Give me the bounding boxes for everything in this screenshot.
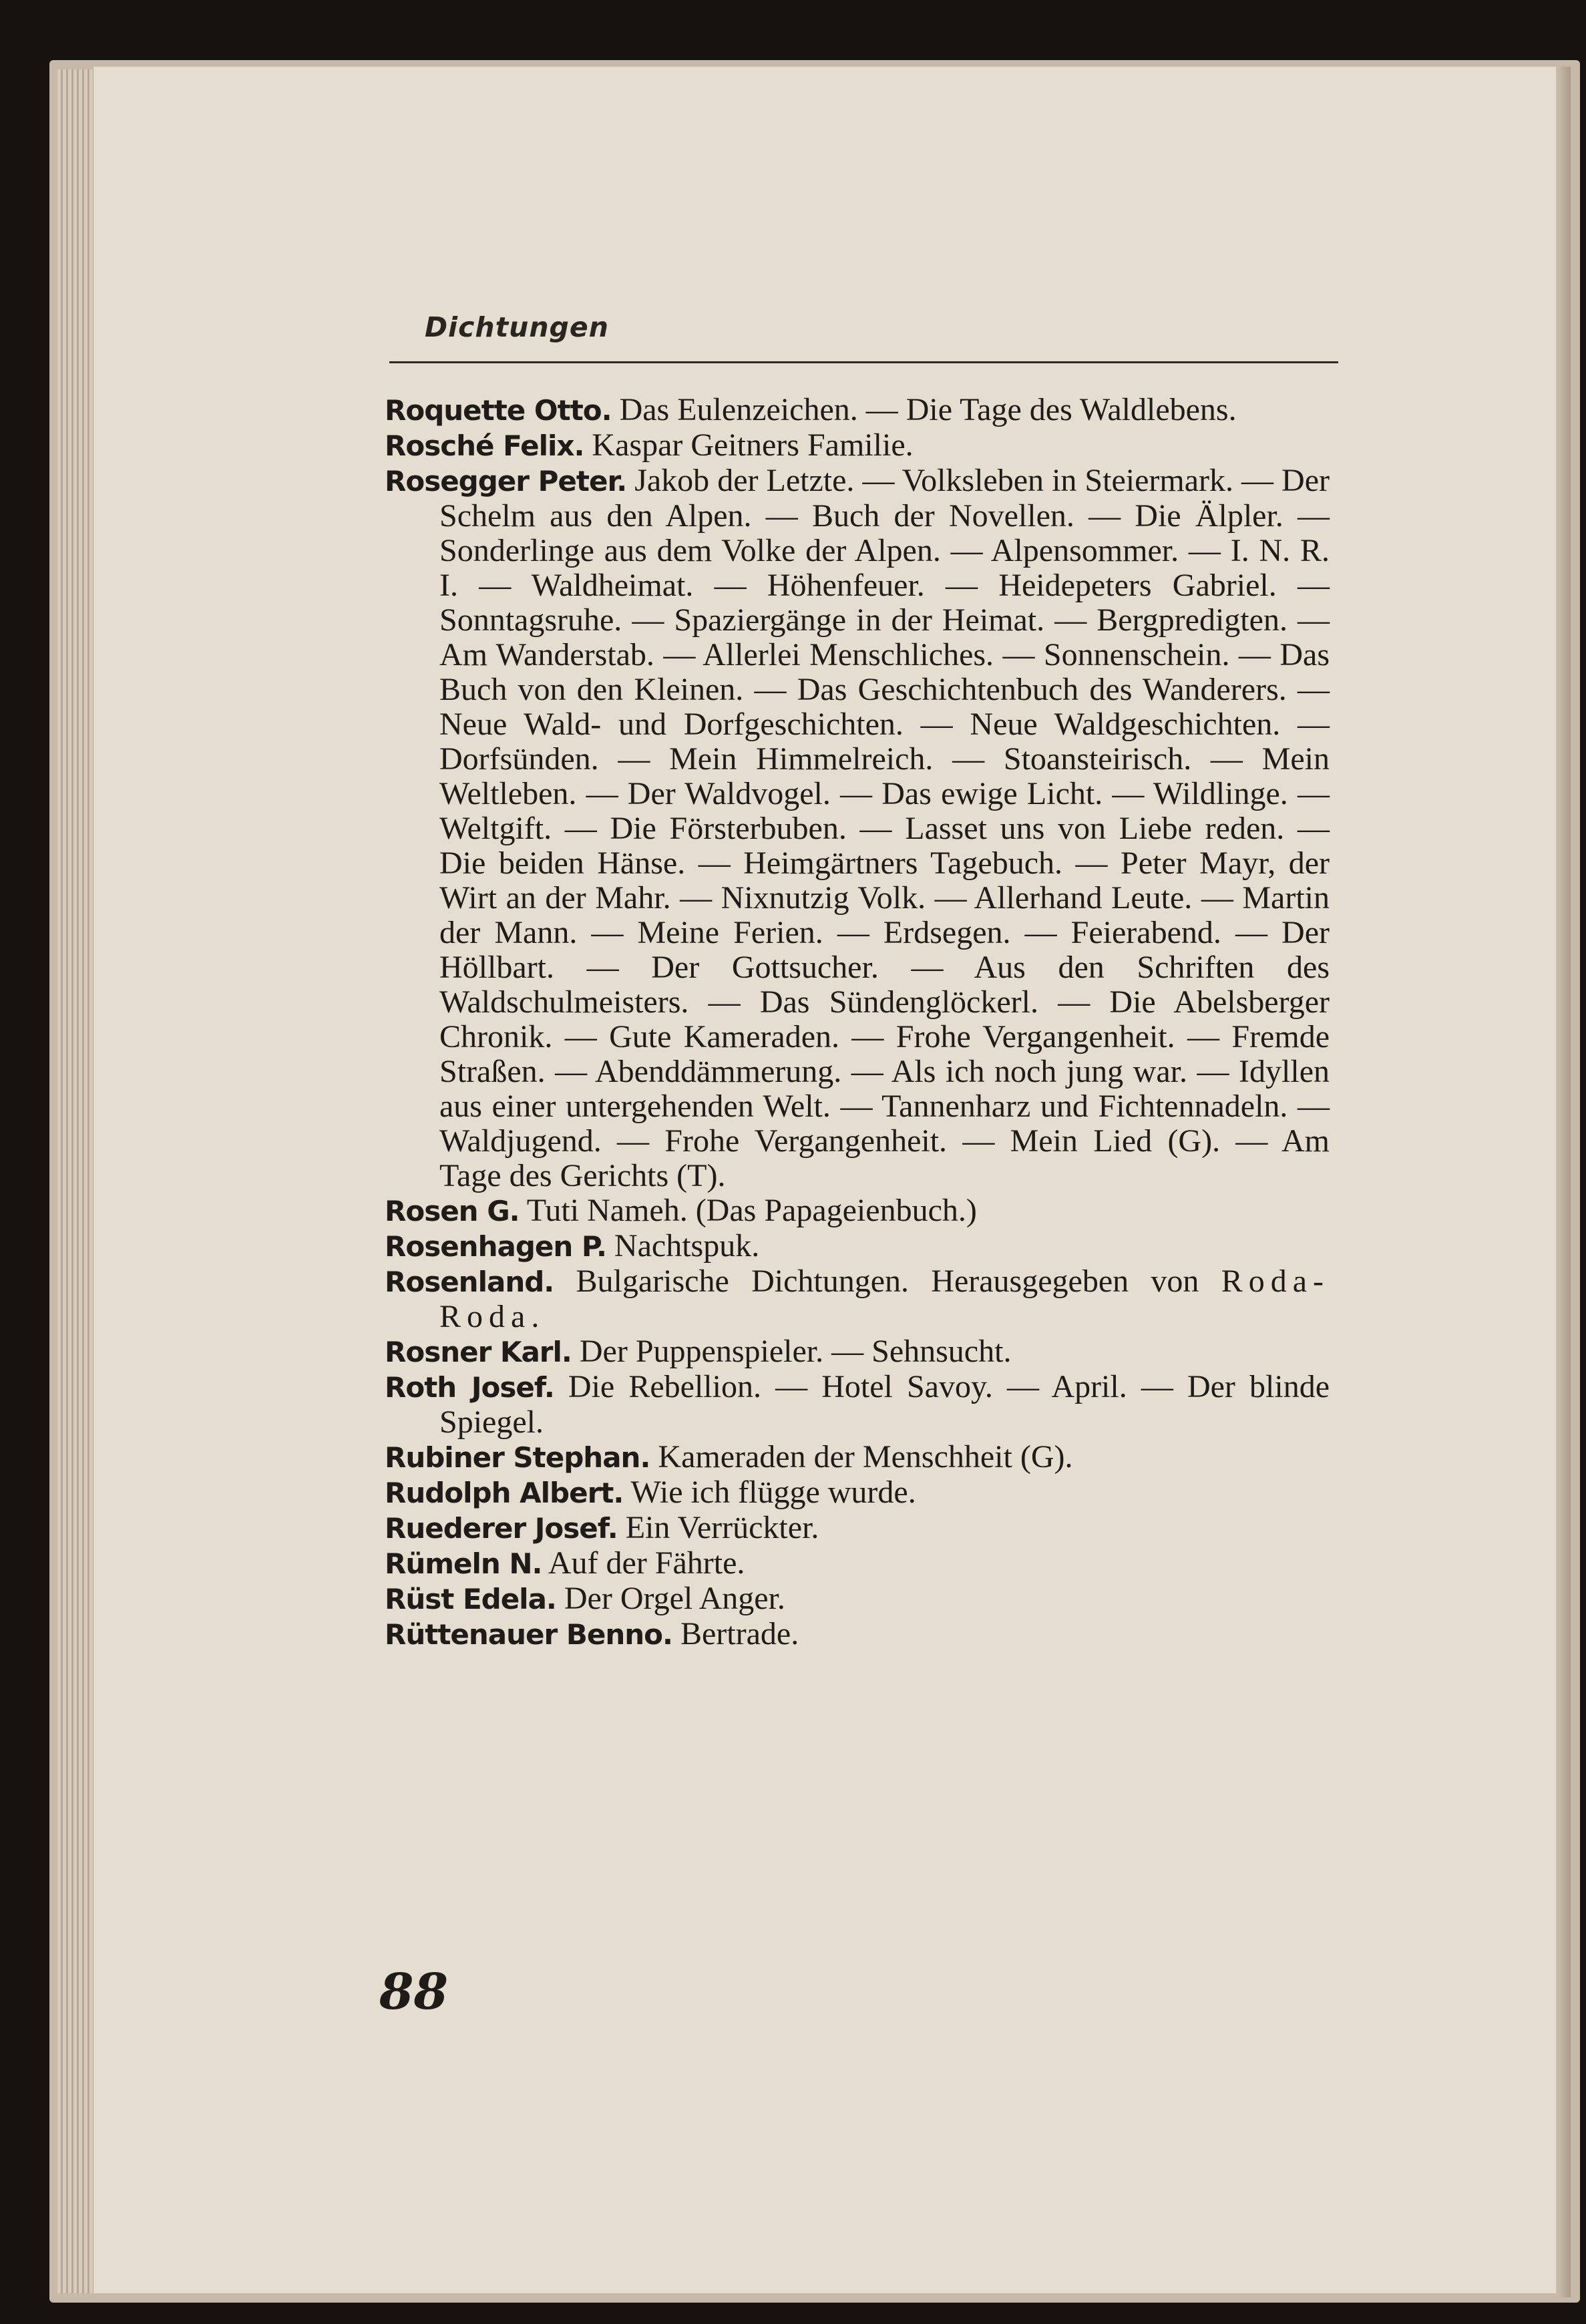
entry-works: Das Eulenzeichen. — Die Tage des Waldlebens. bbox=[611, 392, 1237, 427]
entry-editor: Roda-Roda bbox=[439, 1264, 1330, 1334]
page-number: 88 bbox=[379, 1963, 448, 2021]
entry-works: Kameraden der Menschheit (G). bbox=[650, 1439, 1073, 1475]
entry-works: Der Orgel Anger. bbox=[556, 1581, 785, 1616]
entry bbox=[385, 1370, 1330, 1440]
entry-works: Der Puppenspieler. — Sehnsucht. bbox=[571, 1334, 1012, 1369]
entry-works: Jakob der Letzte. — Volksleben in Steiermark. — Der Schelm aus den Alpen. — Buch der Novellen. — Die Älpler. — Sonderlinge aus dem Volke der Alpen. — Alpensommer. — I. N. R. I. — Waldheimat. — Höhenfeuer. — Heidepeters Gabriel. — Sonntagsruhe. — Spaziergänge in der Heimat. — Bergpredigten. — Am Wanderstab. — Allerlei Menschliches. — Sonnenschein. — Das Buch von den Kleinen. — Das Geschichtenbuch des Wanderers. — Neue Wald- und Dorfgeschichten. — Neue Waldgeschichten. — Dorfsünden. — Mein Himmelreich. — Stoansteirisch. — Mein Weltleben. — Der Waldvogel. — Das ewige Licht. — Wildlinge. — Weltgift. — Die Försterbuben. — Lasset uns von Liebe reden. — Die beiden Hänse. — Heimgärtners Tagebuch. — Peter Mayr, der Wirt an der Mahr. — Nixnutzig Volk. — Allerhand Leute. — Martin der Mann. — Meine Ferien. — Erdsegen. — Feierabend. — Der Höllbart. — Der Gottsucher. — Aus den Schriften des Waldschulmeisters. — Das Sündenglöckerl. — Die Abelsberger Chronik. — Gute Kameraden. — Frohe Vergangenheit. — Fremde Straßen. — Abenddämmerung. — Als ich noch jung war. — Idyllen aus einer untergehenden Welt. — Tannenharz und Fichtennadeln. — Waldjugend. — Frohe Vergangenheit. — Mein Lied (G). — Am Tage des Gerichts (T). bbox=[439, 463, 1330, 1193]
entry-author: Roquette Otto. bbox=[385, 394, 612, 427]
entry bbox=[385, 1193, 1330, 1229]
entry bbox=[385, 1617, 1330, 1652]
entry bbox=[385, 1511, 1330, 1546]
entry bbox=[385, 1546, 1330, 1581]
entry-author: Rosenland. bbox=[385, 1266, 554, 1298]
entry bbox=[385, 1440, 1330, 1475]
entry bbox=[385, 1264, 1330, 1334]
entry-works: Tuti Nameh. (Das Papageienbuch.) bbox=[519, 1193, 977, 1228]
entry-author: Rosenhagen P. bbox=[385, 1230, 606, 1263]
entry-author: Rosché Felix. bbox=[385, 429, 584, 462]
page-stack-right bbox=[1556, 67, 1571, 2297]
entry-works: Wie ich flügge wurde. bbox=[623, 1475, 916, 1510]
entry-list bbox=[385, 393, 1330, 1652]
entry-works: Ein Verrückter. bbox=[617, 1510, 819, 1545]
entry-author: Rosen G. bbox=[385, 1195, 520, 1227]
entry-works: Bulgarische Dichtungen. Herausgegeben von bbox=[554, 1264, 1199, 1299]
entry-author: Rümeln N. bbox=[385, 1547, 542, 1580]
entry bbox=[385, 1229, 1330, 1264]
entry-works: Bertrade. bbox=[672, 1616, 799, 1652]
entry bbox=[385, 463, 1330, 1193]
entry-works-end: . bbox=[531, 1299, 540, 1334]
entry bbox=[385, 1334, 1330, 1370]
entry-works: Auf der Fährte. bbox=[542, 1545, 745, 1581]
entry-author: Rüst Edela. bbox=[385, 1583, 556, 1615]
header-rule bbox=[389, 361, 1338, 363]
entry-author: Roth Josef. bbox=[385, 1371, 554, 1404]
entry bbox=[385, 1475, 1330, 1511]
entry bbox=[385, 393, 1330, 428]
entry-works: Kaspar Geitners Familie. bbox=[584, 427, 914, 463]
entry-works: Die Rebellion. — Hotel Savoy. — April. — Der blinde Spiegel. bbox=[439, 1369, 1330, 1440]
entry-works: Nachtspuk. bbox=[606, 1228, 760, 1264]
entry-author: Rudolph Albert. bbox=[385, 1477, 624, 1509]
entry-author: Rüttenauer Benno. bbox=[385, 1618, 672, 1651]
entry-author: Rosegger Peter. bbox=[385, 465, 627, 498]
entry bbox=[385, 428, 1330, 463]
entry-author: Rubiner Stephan. bbox=[385, 1441, 650, 1474]
entry bbox=[385, 1581, 1330, 1617]
entry-author: Ruederer Josef. bbox=[385, 1512, 618, 1545]
running-header: Dichtungen bbox=[425, 311, 609, 343]
entry-author: Rosner Karl. bbox=[385, 1336, 572, 1368]
